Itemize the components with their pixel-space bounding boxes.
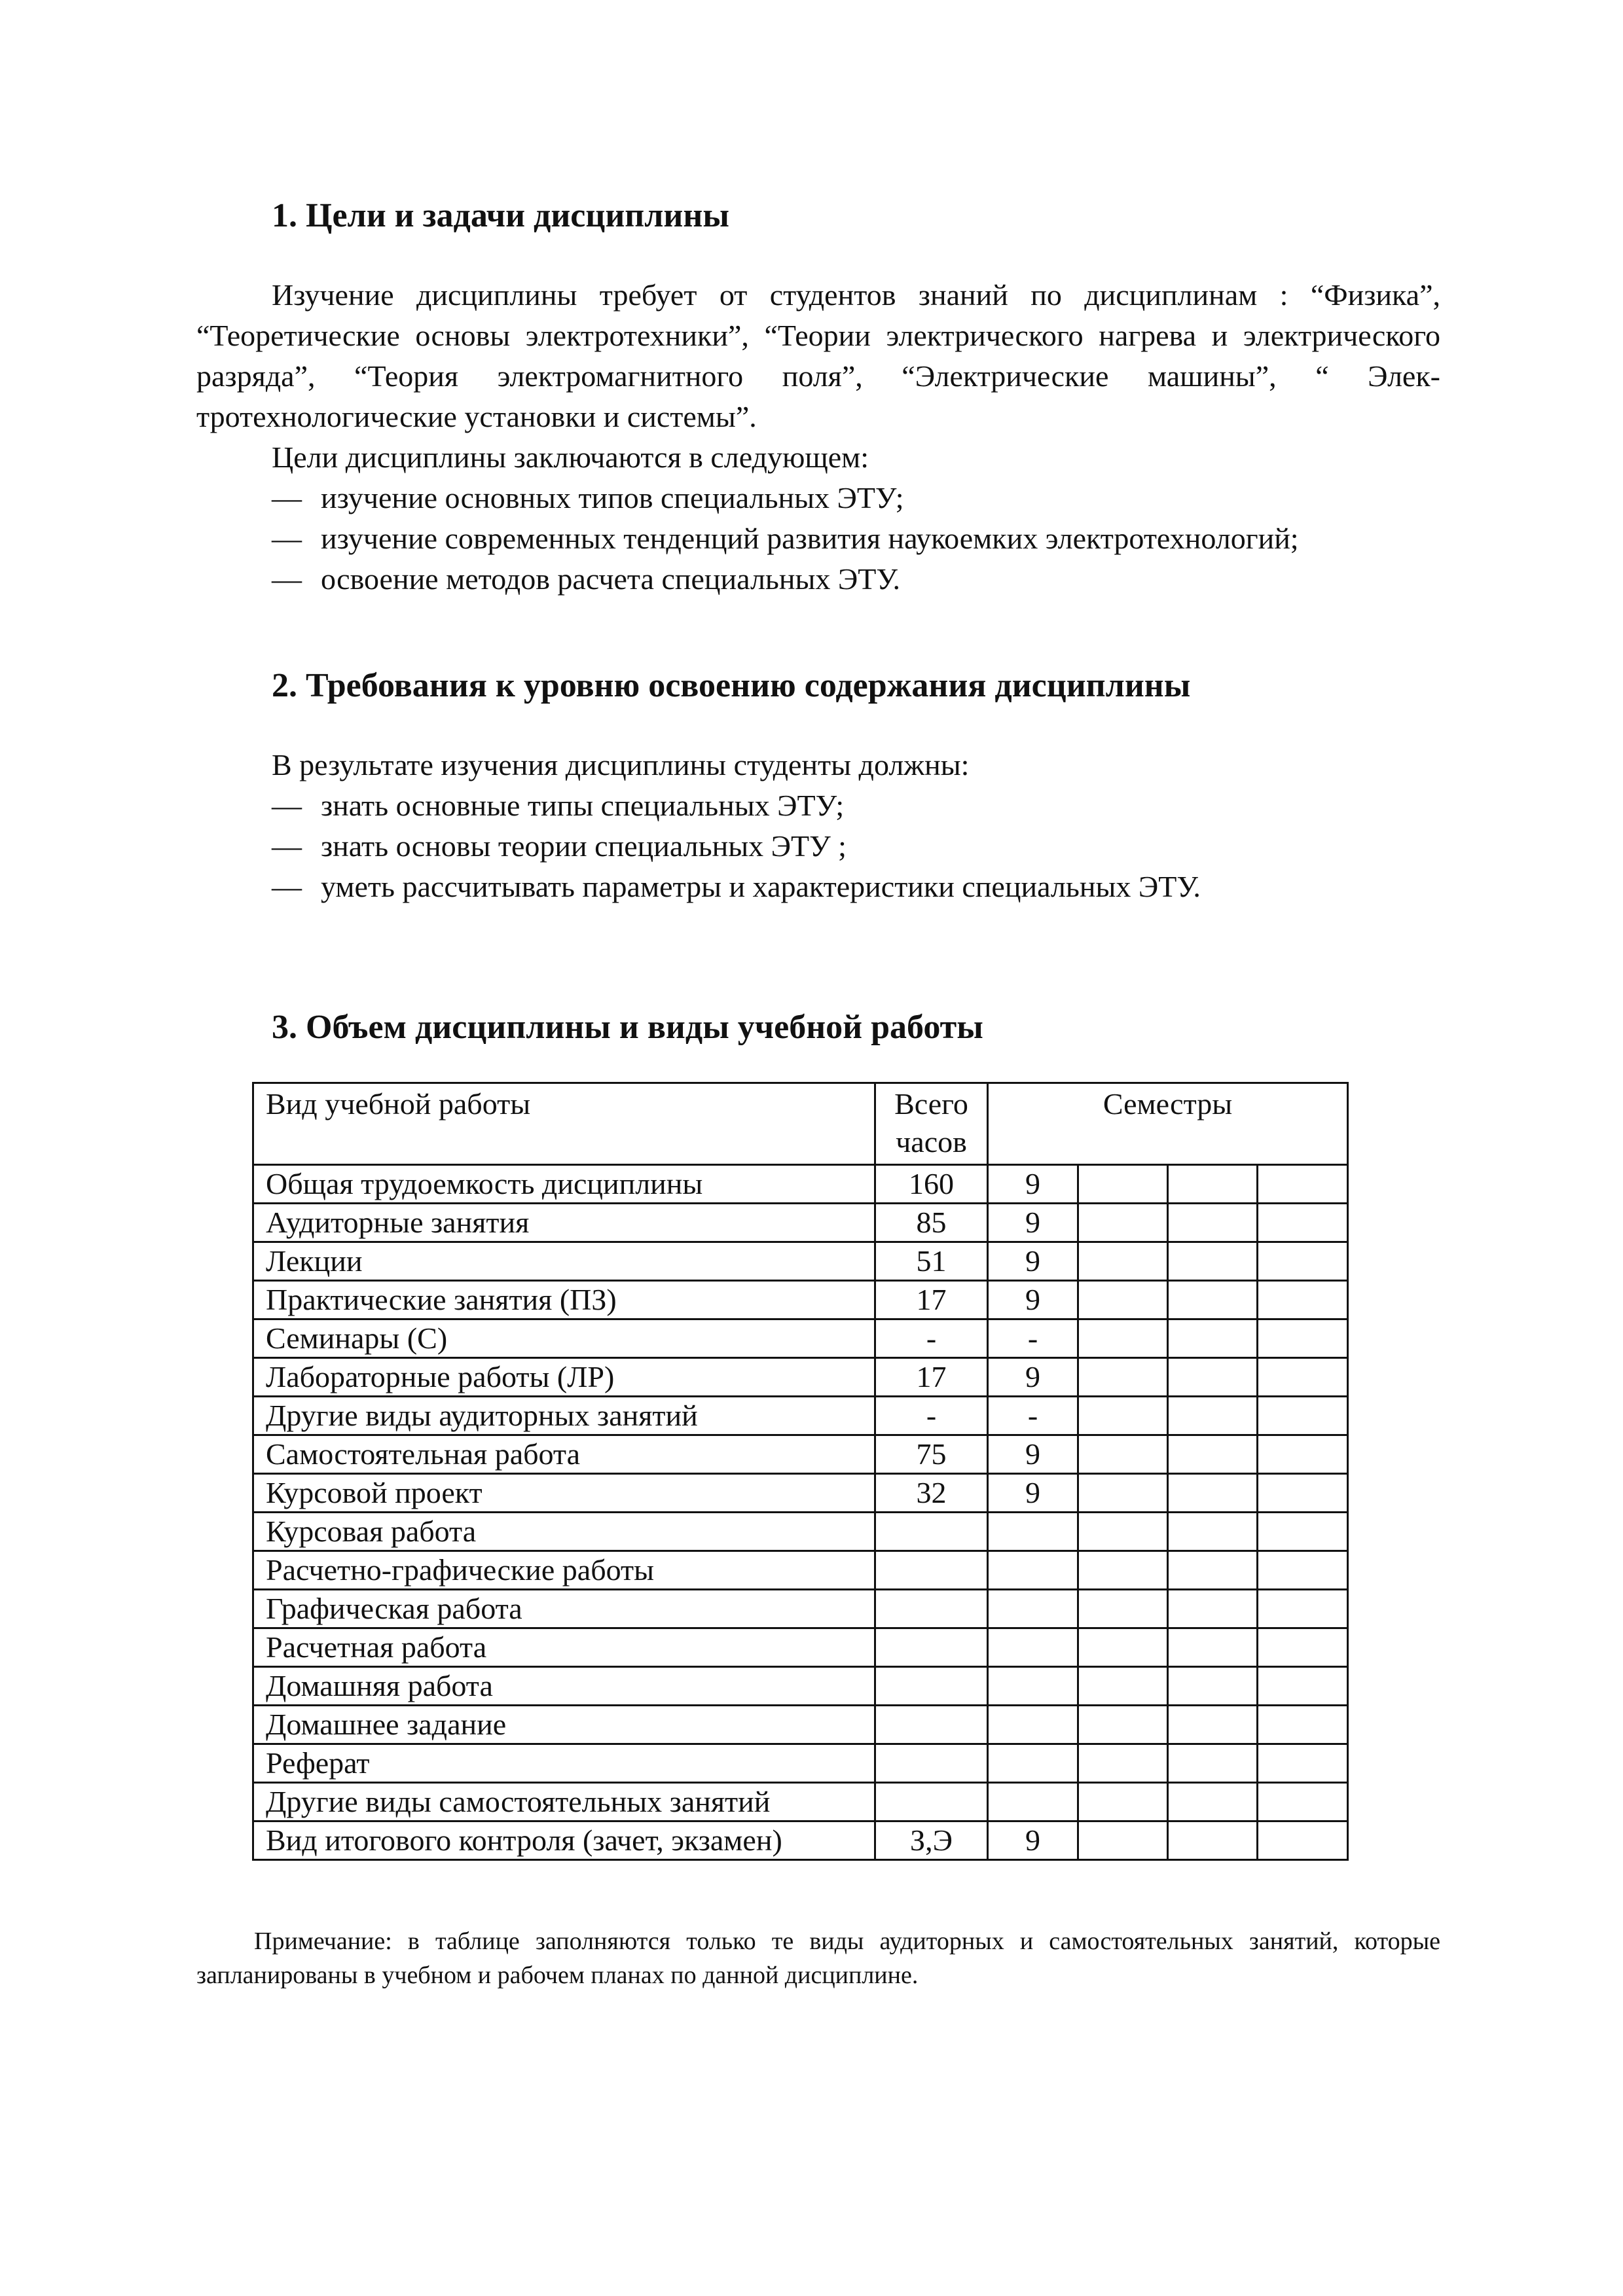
row-semester-empty — [1258, 1551, 1348, 1590]
dash-marker: — — [272, 522, 302, 555]
row-semester-empty — [1258, 1821, 1348, 1860]
row-semester-empty — [1258, 1165, 1348, 1204]
table-row — [253, 1165, 1348, 1204]
row-label: Домашняя работа — [253, 1667, 875, 1706]
row-semester-empty — [1168, 1242, 1258, 1281]
row-semester-empty — [1168, 1435, 1258, 1474]
row-label: Семинары (С) — [253, 1319, 875, 1358]
goal-text: изучение основных типов специальных ЭТУ; — [321, 481, 904, 514]
row-semester-empty — [1168, 1667, 1258, 1706]
dash-marker: — — [272, 481, 302, 514]
row-semester-value — [988, 1744, 1078, 1783]
row-semester-empty — [1078, 1551, 1168, 1590]
row-semester-empty — [1258, 1706, 1348, 1744]
requirement-text: знать основы теории специальных ЭТУ ; — [321, 829, 847, 863]
row-semester-value: 9 — [988, 1435, 1078, 1474]
header-total-line2: часов — [896, 1125, 967, 1158]
goal-item — [272, 559, 900, 600]
row-semester-value: - — [988, 1397, 1078, 1435]
row-semester-empty — [1168, 1551, 1258, 1590]
table-row — [253, 1590, 1348, 1628]
row-total-hours: 32 — [875, 1474, 988, 1513]
section-2-intro: В результате изучения дисциплины студенты должны: — [272, 748, 970, 781]
row-semester-empty — [1078, 1628, 1168, 1667]
row-semester-empty — [1168, 1744, 1258, 1783]
row-semester-value — [988, 1706, 1078, 1744]
row-semester-empty — [1258, 1242, 1348, 1281]
row-total-hours: 17 — [875, 1281, 988, 1319]
row-semester-value: 9 — [988, 1242, 1078, 1281]
row-semester-empty — [1168, 1783, 1258, 1821]
goals-intro: Цели дисциплины заключаются в следующем: — [272, 440, 869, 474]
row-semester-empty — [1258, 1281, 1348, 1319]
dash-marker: — — [272, 789, 302, 822]
row-semester-empty — [1078, 1744, 1168, 1783]
table-row — [253, 1474, 1348, 1513]
row-total-hours — [875, 1706, 988, 1744]
row-semester-empty — [1078, 1474, 1168, 1513]
row-semester-empty — [1078, 1435, 1168, 1474]
requirement-text: знать основные типы специальных ЭТУ; — [321, 789, 845, 822]
requirement-text: уметь рассчитывать параметры и характеристики специальных ЭТУ. — [321, 870, 1201, 903]
row-semester-empty — [1078, 1821, 1168, 1860]
table-row — [253, 1435, 1348, 1474]
row-label: Графическая работа — [253, 1590, 875, 1628]
header-total-line1: Всего — [894, 1087, 968, 1121]
row-semester-empty — [1168, 1165, 1258, 1204]
row-semester-empty — [1168, 1513, 1258, 1551]
table-note: Примечание: в таблице заполняются только те виды аудиторных и самостоятельных занятий, которые запланированы в учебном и рабочем планах по данной дисциплине. — [196, 1928, 1440, 1989]
row-semester-empty — [1258, 1435, 1348, 1474]
row-semester-empty — [1168, 1204, 1258, 1242]
row-label: Общая трудоемкость дисциплины — [253, 1165, 875, 1204]
row-semester-empty — [1168, 1474, 1258, 1513]
goal-item — [272, 518, 1299, 559]
row-total-hours: З,Э — [875, 1821, 988, 1860]
table-row — [253, 1397, 1348, 1435]
workload-table — [252, 1082, 1349, 1861]
row-total-hours — [875, 1628, 988, 1667]
dash-marker: — — [272, 562, 302, 596]
row-total-hours — [875, 1551, 988, 1590]
table-row — [253, 1706, 1348, 1744]
table-row — [253, 1744, 1348, 1783]
requirement-item — [272, 785, 844, 826]
row-semester-empty — [1078, 1590, 1168, 1628]
row-semester-empty — [1078, 1204, 1168, 1242]
row-semester-empty — [1078, 1667, 1168, 1706]
header-work-type: Вид учебной работы — [253, 1083, 875, 1165]
row-semester-empty — [1258, 1397, 1348, 1435]
table-row — [253, 1242, 1348, 1281]
table-row — [253, 1551, 1348, 1590]
table-row — [253, 1319, 1348, 1358]
row-semester-empty — [1168, 1590, 1258, 1628]
row-semester-empty — [1168, 1397, 1258, 1435]
section-1-title: 1. Цели и задачи дисциплины — [272, 197, 729, 234]
row-semester-empty — [1168, 1821, 1258, 1860]
row-semester-empty — [1258, 1513, 1348, 1551]
row-label: Реферат — [253, 1744, 875, 1783]
table-header-row — [253, 1083, 1348, 1165]
row-semester-empty — [1258, 1667, 1348, 1706]
row-semester-empty — [1168, 1706, 1258, 1744]
goal-item — [272, 478, 904, 518]
row-semester-empty — [1258, 1783, 1348, 1821]
row-label: Домашнее задание — [253, 1706, 875, 1744]
table-row — [253, 1667, 1348, 1706]
row-semester-value — [988, 1628, 1078, 1667]
row-total-hours: 51 — [875, 1242, 988, 1281]
requirement-item — [272, 826, 847, 867]
row-semester-value: 9 — [988, 1281, 1078, 1319]
row-label: Самостоятельная работа — [253, 1435, 875, 1474]
row-semester-empty — [1258, 1590, 1348, 1628]
row-semester-empty — [1168, 1628, 1258, 1667]
table-row — [253, 1513, 1348, 1551]
row-semester-empty — [1078, 1513, 1168, 1551]
row-label: Лекции — [253, 1242, 875, 1281]
row-semester-value — [988, 1783, 1078, 1821]
section-1-intro: Изучение дисциплины требует от студентов знаний по дисциплинам : “Физика”, “Теоретические основы электротехники”, “Теории электрического нагрева и электрического разряда”, “Теория электромагнитного поля”, “Электрические машины”, “ Электротехнологические установки и системы”. — [196, 278, 1440, 433]
row-semester-empty — [1168, 1358, 1258, 1397]
row-label: Лабораторные работы (ЛР) — [253, 1358, 875, 1397]
row-semester-value: 9 — [988, 1204, 1078, 1242]
dash-marker: — — [272, 829, 302, 863]
section-3-title: 3. Объем дисциплины и виды учебной работы — [272, 1009, 983, 1046]
row-total-hours — [875, 1744, 988, 1783]
row-semester-empty — [1078, 1165, 1168, 1204]
row-semester-empty — [1078, 1783, 1168, 1821]
row-semester-value: 9 — [988, 1821, 1078, 1860]
row-semester-empty — [1078, 1319, 1168, 1358]
table-row — [253, 1821, 1348, 1860]
dash-marker: — — [272, 870, 302, 903]
table-row — [253, 1783, 1348, 1821]
row-semester-value: 9 — [988, 1474, 1078, 1513]
row-semester-value: - — [988, 1319, 1078, 1358]
row-total-hours: 85 — [875, 1204, 988, 1242]
row-label: Вид итогового контроля (зачет, экзамен) — [253, 1821, 875, 1860]
goal-text: освоение методов расчета специальных ЭТУ. — [321, 562, 900, 596]
row-total-hours: 75 — [875, 1435, 988, 1474]
row-semester-value — [988, 1590, 1078, 1628]
row-semester-empty — [1258, 1204, 1348, 1242]
row-semester-empty — [1258, 1744, 1348, 1783]
row-semester-value: 9 — [988, 1358, 1078, 1397]
row-semester-value: 9 — [988, 1165, 1078, 1204]
row-semester-empty — [1168, 1319, 1258, 1358]
row-semester-empty — [1078, 1242, 1168, 1281]
row-label: Курсовой проект — [253, 1474, 875, 1513]
row-label: Расчетная работа — [253, 1628, 875, 1667]
header-total-hours — [875, 1083, 988, 1165]
row-semester-empty — [1258, 1358, 1348, 1397]
row-semester-value — [988, 1513, 1078, 1551]
row-total-hours — [875, 1783, 988, 1821]
row-label: Расчетно-графические работы — [253, 1551, 875, 1590]
row-semester-empty — [1078, 1706, 1168, 1744]
row-semester-empty — [1168, 1281, 1258, 1319]
row-total-hours — [875, 1590, 988, 1628]
row-total-hours — [875, 1667, 988, 1706]
row-semester-empty — [1258, 1474, 1348, 1513]
requirement-item — [272, 867, 1201, 907]
row-total-hours: 160 — [875, 1165, 988, 1204]
row-total-hours: - — [875, 1319, 988, 1358]
row-label: Практические занятия (ПЗ) — [253, 1281, 875, 1319]
table-row — [253, 1204, 1348, 1242]
row-label: Другие виды аудиторных занятий — [253, 1397, 875, 1435]
row-semester-empty — [1258, 1319, 1348, 1358]
row-total-hours: 17 — [875, 1358, 988, 1397]
row-label: Курсовая работа — [253, 1513, 875, 1551]
row-semester-empty — [1258, 1628, 1348, 1667]
row-semester-value — [988, 1551, 1078, 1590]
row-total-hours: - — [875, 1397, 988, 1435]
goal-text: изучение современных тенденций развития наукоемких электротехнологий; — [321, 522, 1299, 555]
row-total-hours — [875, 1513, 988, 1551]
row-semester-empty — [1078, 1281, 1168, 1319]
header-semesters: Семестры — [988, 1083, 1348, 1165]
section-2-title: 2. Требования к уровню освоению содержания дисциплины — [272, 667, 1191, 704]
row-label: Другие виды самостоятельных занятий — [253, 1783, 875, 1821]
table-row — [253, 1358, 1348, 1397]
row-semester-empty — [1078, 1358, 1168, 1397]
row-label: Аудиторные занятия — [253, 1204, 875, 1242]
table-row — [253, 1628, 1348, 1667]
row-semester-empty — [1078, 1397, 1168, 1435]
row-semester-value — [988, 1667, 1078, 1706]
table-row — [253, 1281, 1348, 1319]
